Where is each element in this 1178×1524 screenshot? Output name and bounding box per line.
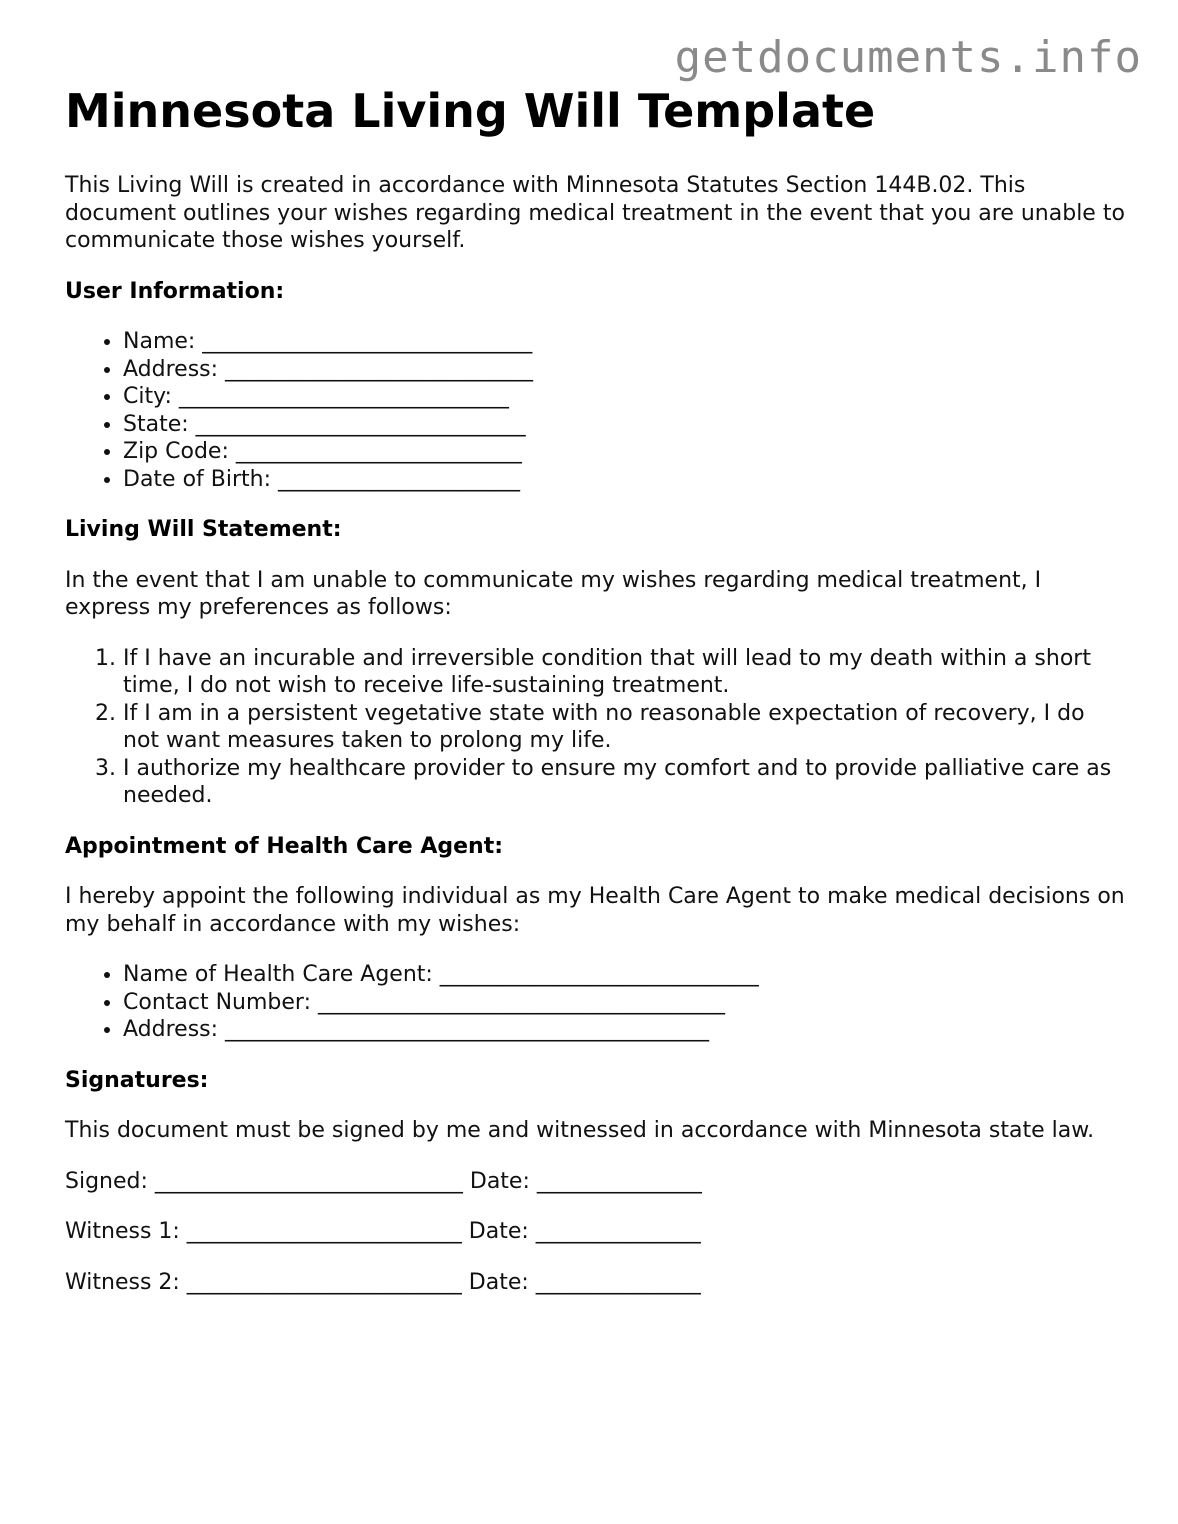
health-care-agent-heading: Appointment of Health Care Agent: <box>65 833 504 859</box>
user-information-list <box>65 328 1125 493</box>
signatures-heading: Signatures: <box>65 1067 209 1093</box>
living-will-statement-heading: Living Will Statement: <box>65 517 342 542</box>
agent-address-field[interactable]: • Address: ____________________________________________ <box>123 1016 1125 1044</box>
user-information-heading: User Information: <box>65 278 285 304</box>
witness-1-line[interactable]: Witness 1: _________________________ Date: _______________ <box>65 1219 701 1244</box>
name-field[interactable]: • Name: ______________________________ <box>123 328 1125 356</box>
watermark-text: getdocuments.info <box>674 32 1142 83</box>
signed-line[interactable]: Signed: ____________________________ Date: _______________ <box>65 1168 702 1194</box>
preference-item: 3. I authorize my healthcare provider to ensure my comfort and to provide palliative care as needed. <box>123 755 1125 810</box>
preferences-list <box>65 645 1125 810</box>
witness-2-line[interactable]: Witness 2: _________________________ Date: _______________ <box>65 1269 701 1295</box>
agent-name-field[interactable]: • Name of Health Care Agent: _____________________________ <box>123 961 1125 989</box>
preference-item: 1. If I have an incurable and irreversible condition that will lead to my death within a short time, I do not wish to receive life-sustaining treatment. <box>123 645 1125 700</box>
agent-fields-list <box>65 961 1125 1044</box>
state-field[interactable]: • State: ______________________________ <box>123 411 1125 439</box>
address-field[interactable]: • Address: ____________________________ <box>123 356 1125 384</box>
city-field[interactable]: • City: ______________________________ <box>123 383 1125 411</box>
preference-item: 2. If I am in a persistent vegetative state with no reasonable expectation of recovery, I do not want measures taken to prolong my life. <box>123 700 1125 755</box>
date-of-birth-field[interactable]: • Date of Birth: ______________________ <box>123 466 1125 494</box>
signatures-intro: This document must be signed by me and witnessed in accordance with Minnesota state law. <box>65 1118 1095 1143</box>
zip-code-field[interactable]: • Zip Code: __________________________ <box>123 438 1125 466</box>
agent-contact-number-field[interactable]: • Contact Number: _____________________________________ <box>123 989 1125 1017</box>
document-title: Minnesota Living Will Template <box>65 84 876 138</box>
document-page <box>65 84 1125 1296</box>
agent-intro: I hereby appoint the following individual as my Health Care Agent to make medical decisions on my behalf in accordance with my wishes: <box>65 884 1125 937</box>
intro-paragraph: This Living Will is created in accordance with Minnesota Statutes Section 144B.02. This document outlines your wishes regarding medical treatment in the event that you are unable to communicate those wishes yourself. <box>65 173 1125 253</box>
statement-intro: In the event that I am unable to communicate my wishes regarding medical treatment, I express my preferences as follows: <box>65 567 1042 620</box>
